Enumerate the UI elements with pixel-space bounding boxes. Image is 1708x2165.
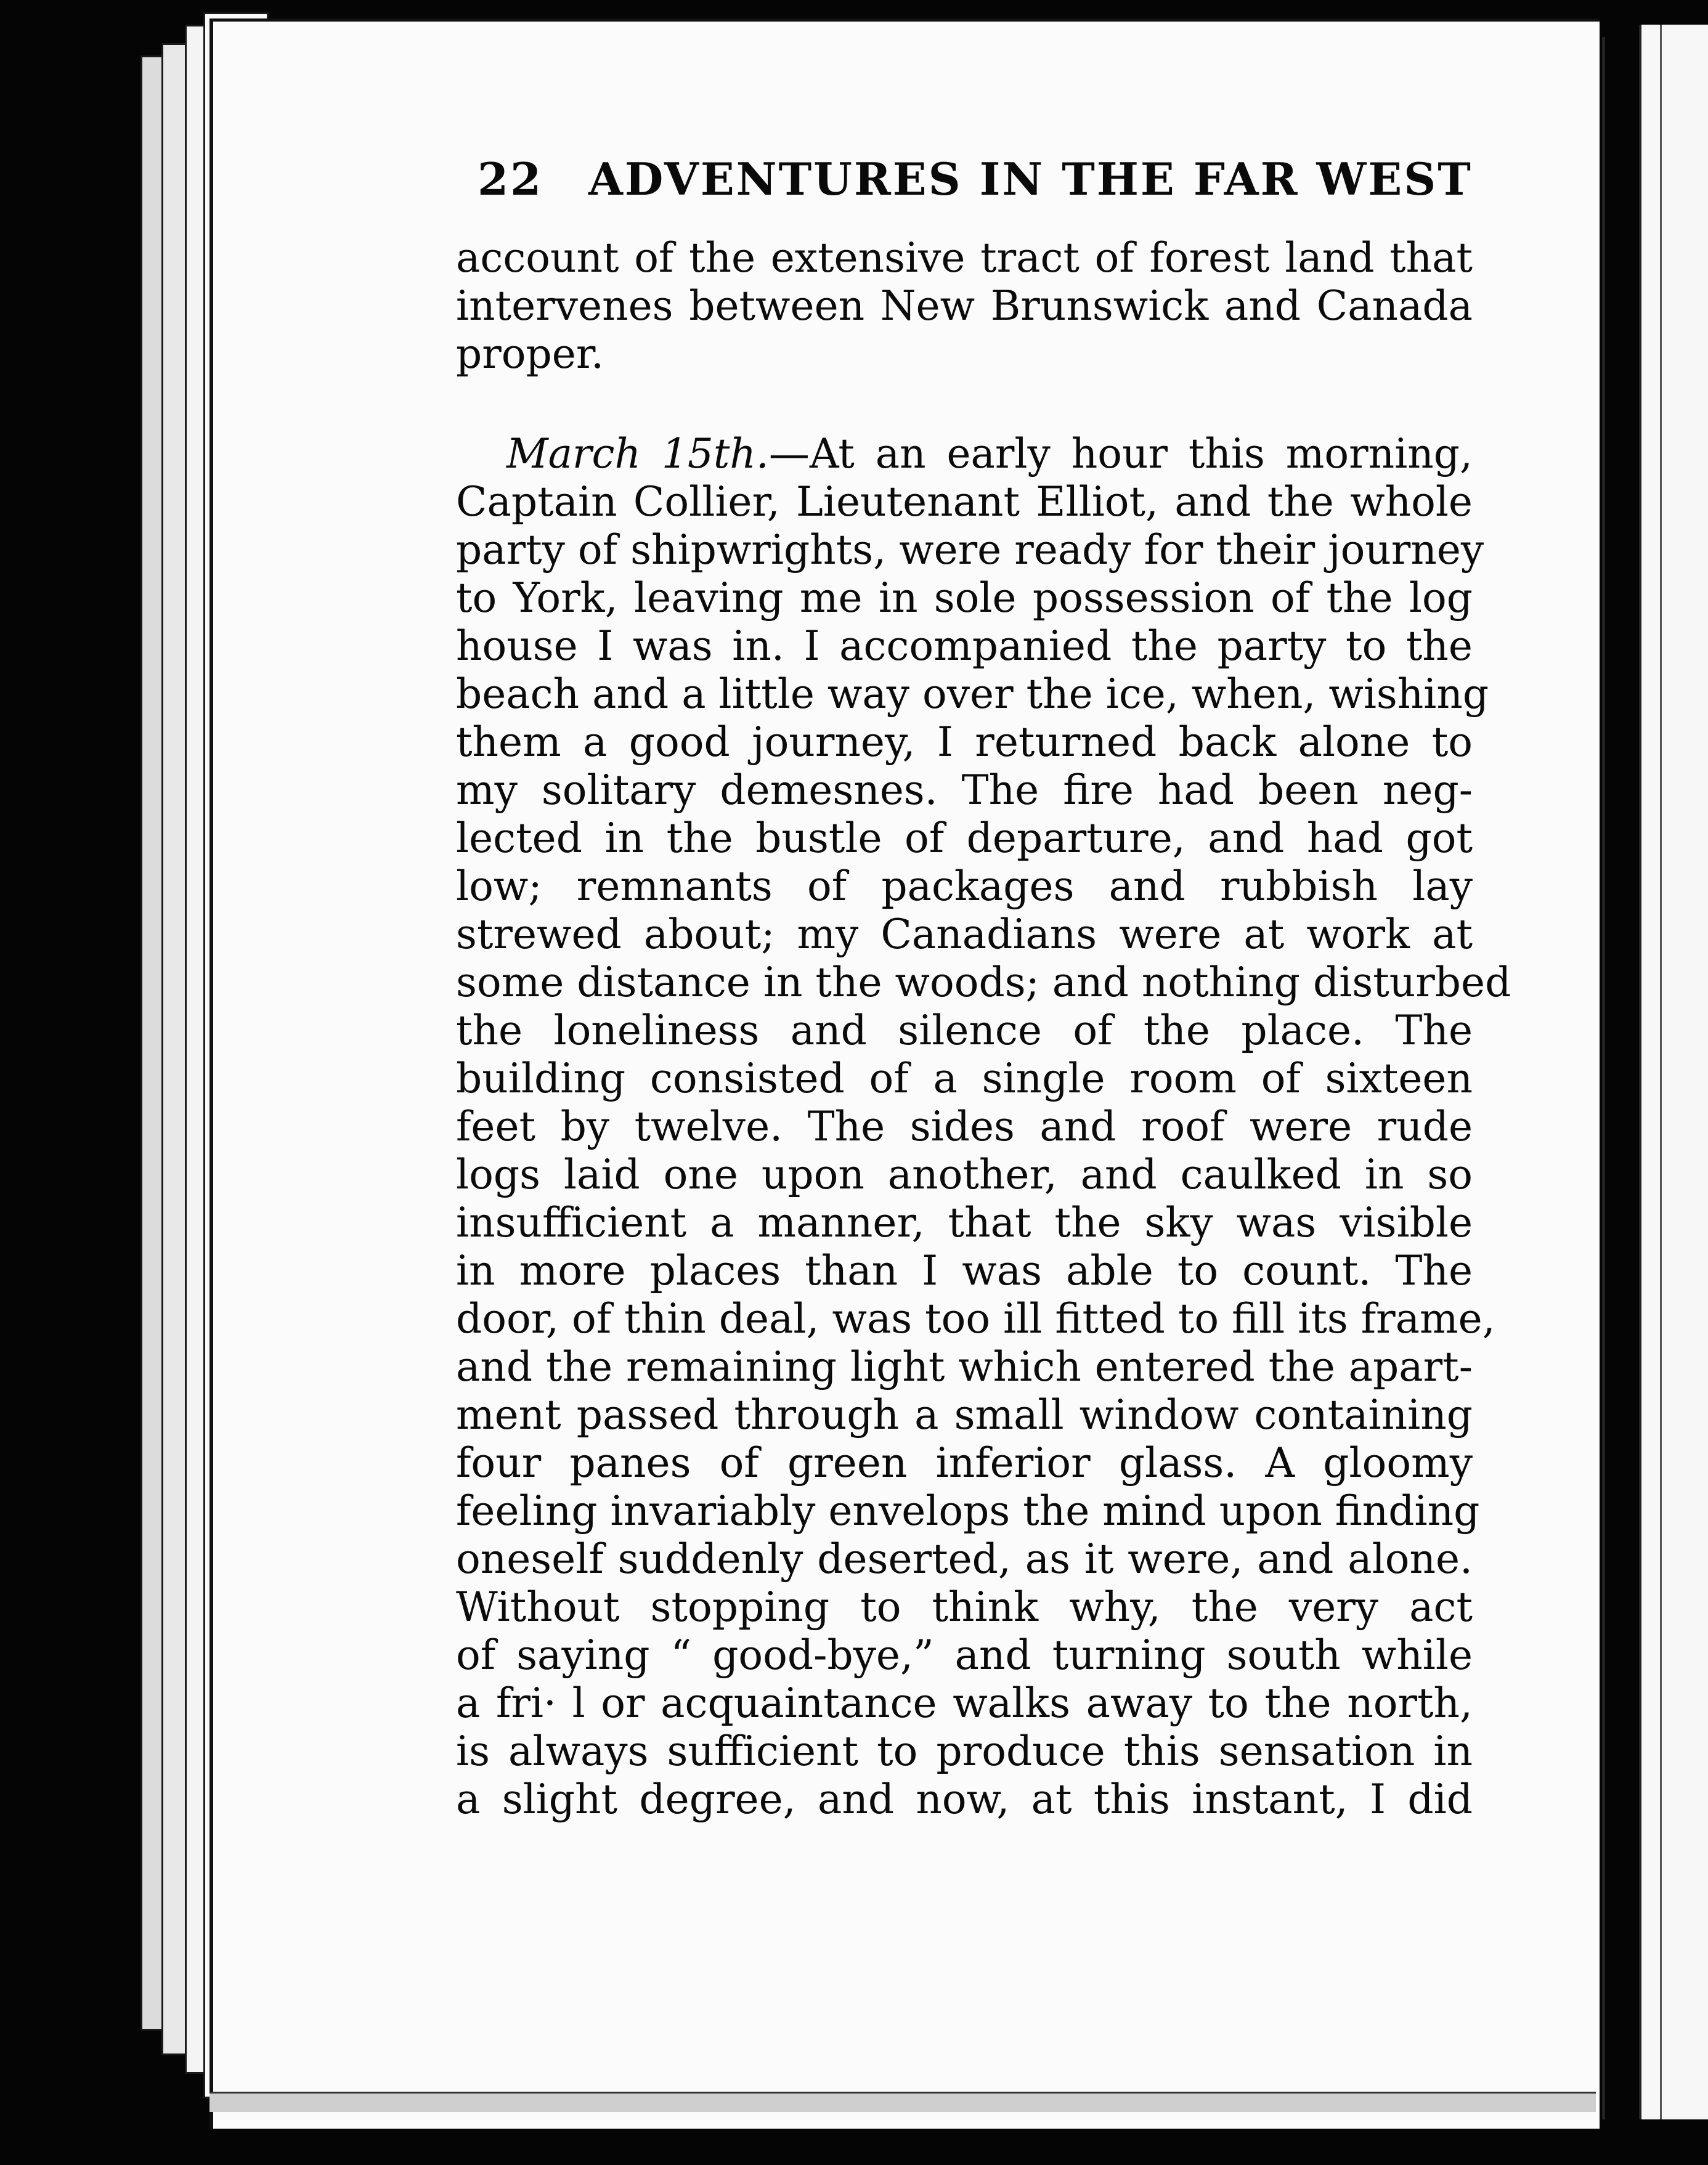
- text-line: feeling invariably envelops the mind upon finding: [456, 1487, 1480, 1535]
- text-line: of saying “ good-bye,” and turning south while: [456, 1631, 1473, 1679]
- text-line: ment passed through a small window containing: [456, 1391, 1473, 1439]
- text-line: low; remnants of packages and rubbish lay: [456, 863, 1473, 910]
- page-bottom-edge: [209, 2092, 1596, 2112]
- entry-date: March 15th.: [506, 430, 769, 477]
- text-line: is always sufficient to produce this sensation in: [456, 1728, 1473, 1775]
- text-line-first: [456, 430, 1473, 478]
- text-line: account of the extensive tract of forest land that: [456, 234, 1473, 282]
- text-line: oneself suddenly deserted, as it were, and alone.: [456, 1535, 1473, 1583]
- text-line: intervenes between New Brunswick and Canada: [456, 282, 1473, 330]
- text-line-rest: —At an early hour this morning,: [768, 430, 1473, 477]
- text-line: them a good journey, I returned back alone to: [456, 718, 1473, 766]
- text-line: strewed about; my Canadians were at work at: [456, 911, 1473, 958]
- page-number: 22: [478, 153, 543, 205]
- text-line: a fri· l or acquaintance walks away to the north,: [456, 1680, 1473, 1727]
- text-line: the loneliness and silence of the place. The: [456, 1007, 1473, 1054]
- paragraph-gap: [456, 378, 1473, 430]
- text-line: beach and a little way over the ice, when, wishing: [456, 670, 1489, 718]
- text-line: logs laid one upon another, and caulked in so: [456, 1151, 1473, 1198]
- text-line: Captain Collier, Lieutenant Elliot, and the whole: [456, 478, 1473, 526]
- running-header: [478, 153, 1473, 214]
- text-line: party of shipwrights, were ready for their journey: [456, 526, 1484, 574]
- facing-page-line: [1660, 25, 1662, 2119]
- text-line: door, of thin deal, was too ill fitted to fill its frame,: [456, 1295, 1495, 1342]
- text-line: lected in the bustle of departure, and had got: [456, 814, 1473, 862]
- text-line: building consisted of a single room of sixteen: [456, 1055, 1473, 1102]
- text-line: feet by twelve. The sides and roof were rude: [456, 1103, 1473, 1150]
- text-line: four panes of green inferior glass. A gloomy: [456, 1439, 1473, 1487]
- text-line: insufficient a manner, that the sky was visible: [456, 1199, 1473, 1246]
- text-line: Without stopping to think why, the very act: [456, 1583, 1473, 1631]
- text-line: house I was in. I accompanied the party to the: [456, 622, 1473, 670]
- book-title: ADVENTURES IN THE FAR WEST: [588, 153, 1473, 205]
- text-line: my solitary demesnes. The fire had been neg-: [456, 766, 1473, 814]
- text-line: a slight degree, and now, at this instant, I did: [456, 1776, 1473, 1823]
- gutter-line: [1602, 37, 1605, 2119]
- text-line: to York, leaving me in sole possession of the log: [456, 574, 1473, 622]
- text-line: some distance in the woods; and nothing disturbed: [456, 959, 1511, 1006]
- text-line: and the remaining light which entered the apart-: [456, 1343, 1473, 1391]
- text-line: in more places than I was able to count. The: [456, 1247, 1473, 1294]
- text-line: proper.: [456, 330, 604, 378]
- body-text: [456, 234, 1511, 1824]
- facing-page-edge: [1639, 25, 1708, 2119]
